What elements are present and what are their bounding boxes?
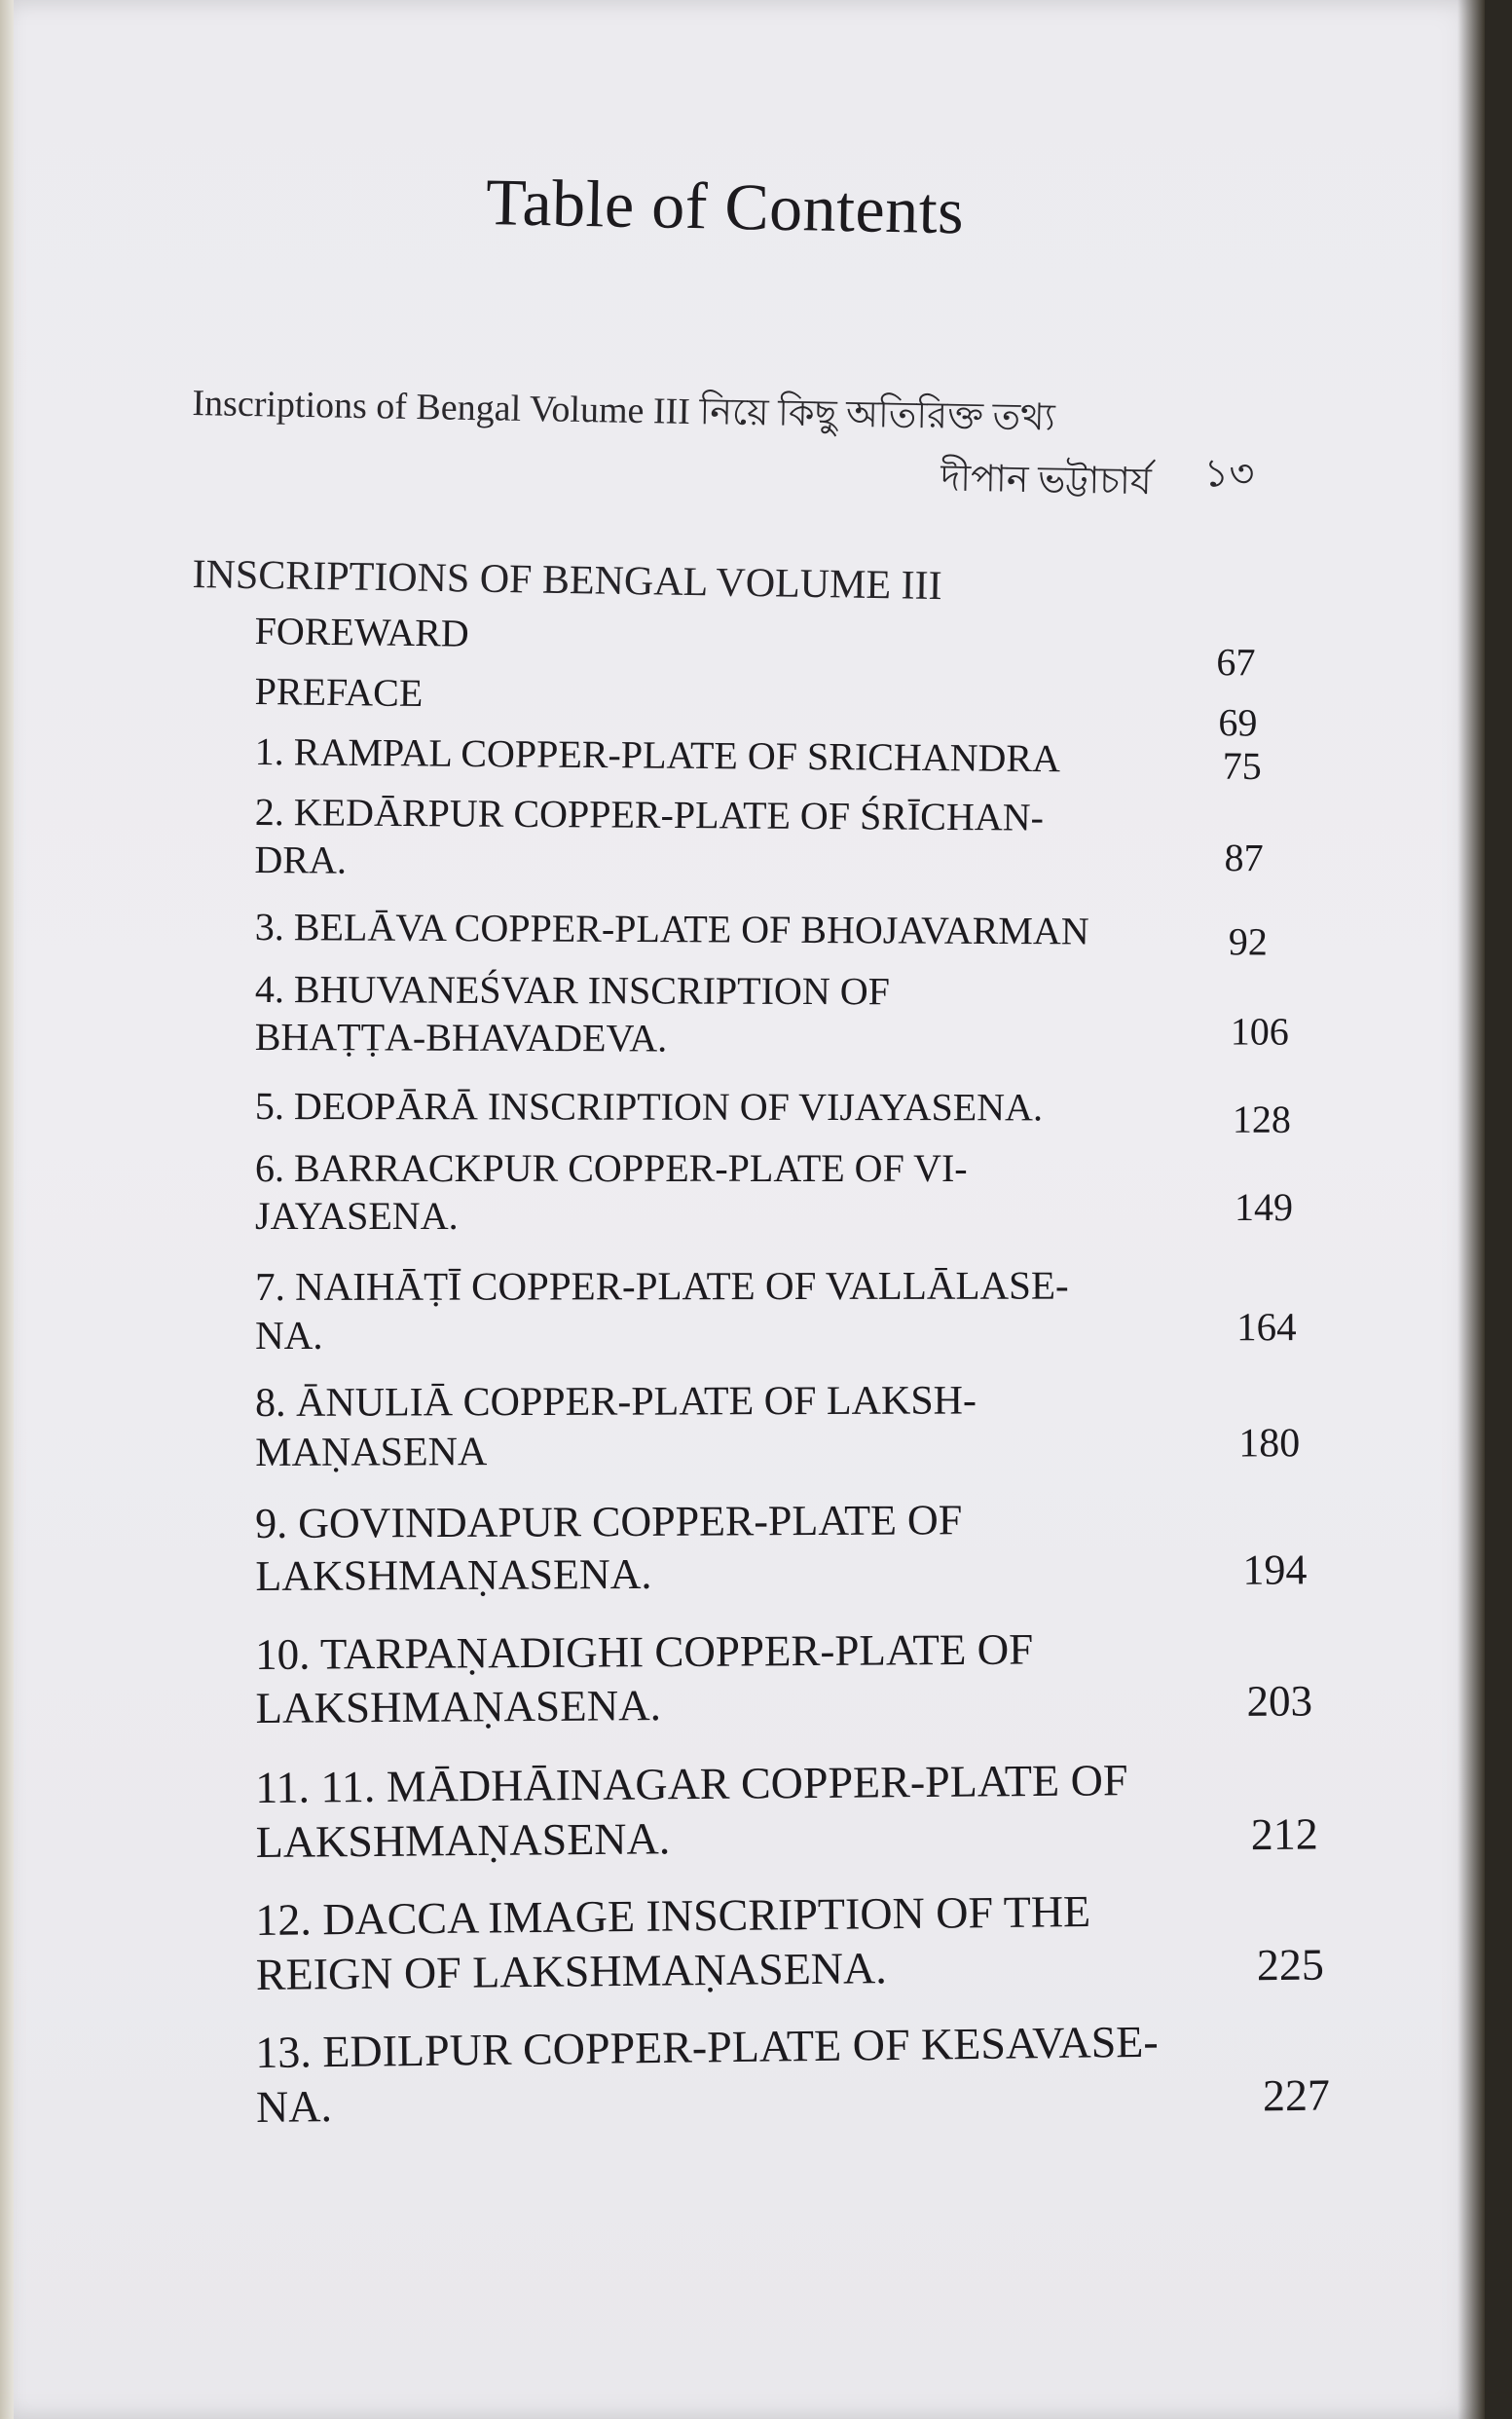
page-shadow (1457, 0, 1485, 2419)
toc-entry-line: MAṆASENA (255, 1430, 488, 1476)
toc-entry-page: 203 (1246, 1676, 1313, 1726)
intro-entry-author: দীপান ভট্টাচার্য (940, 458, 1153, 503)
toc-entry (254, 668, 1346, 745)
toc-entry (254, 608, 1346, 685)
page-edge (0, 0, 14, 2419)
section-heading: INSCRIPTIONS OF BENGAL VOLUME III (192, 551, 942, 610)
toc-entry (254, 728, 1346, 789)
toc-entry-title (254, 789, 1044, 889)
toc-entry (255, 1492, 1346, 1600)
toc-entry-title (255, 1376, 977, 1478)
toc-entry-title (255, 1884, 1091, 2002)
page-title: Table of Contents (485, 164, 965, 248)
toc-entry-line: 5. DEOPĀRĀ INSCRIPTION OF VIJAYASENA. (254, 1084, 1044, 1130)
toc-entry-line: PREFACE (254, 668, 424, 716)
toc-entry (255, 1375, 1346, 1476)
toc-entry (254, 789, 1346, 882)
toc-entry-line: DRA. (254, 837, 348, 882)
intro-entry (192, 374, 1264, 503)
toc-entry (254, 966, 1346, 1061)
toc-entry-page: 194 (1242, 1545, 1308, 1594)
toc-entry-page: 180 (1238, 1421, 1301, 1467)
toc-entry-line: FOREWARD (254, 608, 470, 655)
toc-entry-line: NA. (255, 1312, 323, 1358)
toc-entry-title (255, 1083, 1043, 1132)
toc-entry-line: 8. ĀNULIĀ COPPER-PLATE OF LAKSH- (255, 1378, 977, 1426)
toc-entry-title (255, 1261, 1069, 1359)
toc-entry (255, 2012, 1346, 2133)
toc-entry-page: 225 (1256, 1939, 1325, 1991)
toc-entry-line: 12. DACCA IMAGE INSCRIPTION OF THE (255, 1886, 1091, 1945)
intro-entry-title: Inscriptions of Bengal Volume III নিয়ে কিছু অতিরিক্ত তথ্য (192, 382, 1056, 439)
toc-entry-line: 11. 11. MĀDHĀINAGAR COPPER-PLATE OF (255, 1755, 1128, 1812)
toc-entry-line: 13. EDILPUR COPPER-PLATE OF KESAVASE- (255, 2016, 1159, 2077)
toc-entry-line: NA. (255, 2081, 333, 2133)
toc-entry-line: 1. RAMPAL COPPER-PLATE OF SRICHANDRA (254, 728, 1061, 781)
toc-entry-line: 9. GOVINDAPUR COPPER-PLATE OF (255, 1496, 963, 1547)
toc-entry-page: 227 (1262, 2069, 1331, 2121)
toc-entry-line: 2. KEDĀRPUR COPPER-PLATE OF ŚRĪCHAN- (254, 790, 1045, 839)
toc-entry-line: JAYASENA. (255, 1193, 459, 1238)
toc-entry-title (254, 668, 423, 718)
toc-entry-line: BHAṬṬA-BHAVADEVA. (254, 1014, 668, 1061)
toc-entry-title (255, 1145, 968, 1241)
toc-entry-line: LAKSHMAṆASENA. (255, 1813, 671, 1868)
toc-entry-title (255, 728, 1061, 783)
toc-entry-page: 69 (1218, 700, 1258, 745)
intro-entry-page: ১৩ (1202, 451, 1255, 497)
toc-entry-line: 7. NAIHĀṬĪ COPPER-PLATE OF VALLĀLASE- (255, 1262, 1069, 1309)
toc-entry-line: 3. BELĀVA COPPER-PLATE OF BHOJAVARMAN (254, 905, 1089, 953)
toc-entry-page: 92 (1228, 919, 1268, 964)
toc-entry-line: 6. BARRACKPUR COPPER-PLATE OF VI- (255, 1146, 968, 1190)
toc-entry-line: 4. BHUVANEŚVAR INSCRIPTION OF (254, 967, 890, 1014)
toc-entry-page: 128 (1232, 1097, 1291, 1141)
toc-entry-title (255, 904, 1089, 955)
toc-entry-page: 164 (1236, 1304, 1297, 1350)
toc-entry-line: LAKSHMAṆASENA. (255, 1549, 652, 1600)
toc-entry-page: 67 (1216, 640, 1256, 685)
toc-entry-page: 212 (1250, 1808, 1318, 1860)
toc-entry-line: 10. TARPAṆADIGHI COPPER-PLATE OF (255, 1624, 1034, 1679)
toc-entry (255, 1751, 1346, 1868)
toc-entry (255, 1620, 1346, 1732)
toc-entry-line: REIGN OF LAKSHMAṆASENA. (255, 1943, 887, 2000)
toc-entry-page: 87 (1224, 835, 1264, 880)
toc-entry-title (255, 2015, 1160, 2136)
toc-entry-page: 75 (1222, 743, 1262, 789)
toc-entry (255, 1881, 1346, 2000)
toc-entry-page: 106 (1230, 1009, 1289, 1054)
toc-entry-line: LAKSHMAṆASENA. (255, 1680, 662, 1732)
toc-entry (254, 904, 1346, 964)
toc-entry-title (255, 1753, 1128, 1870)
toc-entry-title (255, 1494, 963, 1602)
toc-entry-title (255, 966, 890, 1063)
toc-entry-title (255, 1622, 1034, 1734)
toc-entry-page: 149 (1235, 1185, 1293, 1229)
toc-entry (255, 1260, 1346, 1358)
toc-entry (254, 1083, 1346, 1141)
toc-entry-title (254, 608, 469, 657)
